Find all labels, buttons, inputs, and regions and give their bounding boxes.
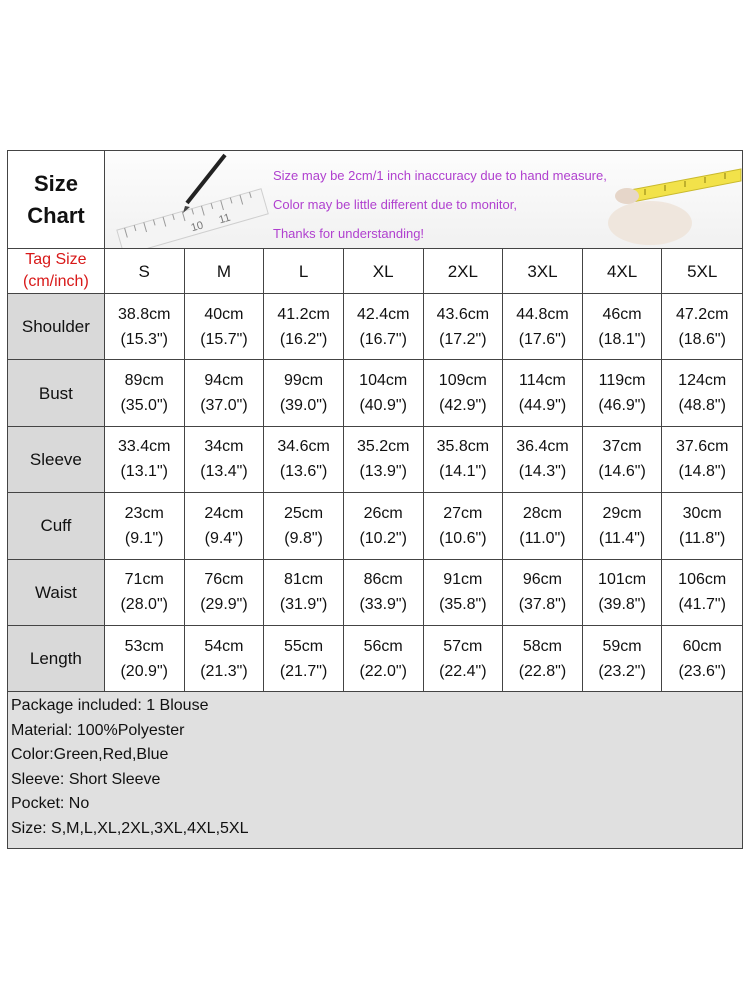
row-label: Length [8,626,105,692]
measurement-cell [344,493,424,559]
inch-value: (9.4") [204,529,244,547]
cm-value: 41.2cm [277,305,330,323]
cm-value: 23cm [124,504,164,522]
measurement-banner [105,151,742,249]
row-label: Sleeve [8,427,105,493]
size-header-cell: 4XL [583,249,663,294]
measurement-cell [105,360,185,426]
info-pocket: Pocket: No [11,795,90,812]
inch-value: (35.0") [120,397,168,415]
inch-value: (22.4") [439,662,487,680]
cm-value: 59cm [602,637,642,655]
measurement-cell [264,294,344,360]
size-header-row [8,249,742,294]
cm-value: 99cm [284,372,324,390]
measurement-cell [105,626,185,692]
measurement-cell [503,493,583,559]
inch-value: (16.7") [359,330,407,348]
inch-value: (39.0") [279,397,328,415]
size-header-cell: 2XL [424,249,504,294]
measurement-row [8,360,742,426]
cm-value: 28cm [522,504,562,522]
cm-value: 44.8cm [516,305,569,323]
ruler-number-11: 11 [217,211,232,227]
cm-value: 42.4cm [356,305,410,323]
inch-value: (9.1") [124,529,164,547]
measurement-cell [424,360,504,426]
measurement-cell [503,294,583,360]
inch-value: (29.9") [200,596,248,614]
measurement-cell [105,427,185,493]
inch-value: (28.0") [120,596,168,614]
measurement-cell [662,493,742,559]
cm-value: 71cm [124,571,164,589]
cm-value: 124cm [678,372,727,390]
cm-value: 91cm [443,571,483,589]
info-package: Package included: 1 Blouse [11,697,209,714]
inch-value: (16.2") [279,330,328,348]
cm-value: 57cm [443,637,483,655]
cm-value: 46cm [602,305,642,323]
inch-value: (9.8") [284,529,323,547]
inch-value: (37.0") [200,397,248,415]
info-sleeve: Sleeve: Short Sleeve [11,770,161,788]
measurement-cell [185,427,265,493]
cm-value: 43.6cm [436,305,490,323]
inch-value: (13.9") [359,463,407,481]
measurement-cell [105,560,185,626]
cm-value: 81cm [284,571,324,589]
inch-value: (20.9") [120,662,168,680]
title-line-1: Size [33,170,79,196]
measurement-cell [583,360,663,426]
tag-size-line-2: (cm/inch) [23,273,89,290]
row-label: Shoulder [8,294,105,360]
measurement-cell [344,427,424,493]
inch-value: (23.2") [598,662,646,680]
measurement-cell [662,560,742,626]
size-chart-table [7,150,743,849]
inch-value: (21.3") [200,662,248,680]
header-row [8,151,742,249]
info-material: Material: 100%Polyester [11,721,185,739]
inch-value: (14.6") [598,463,646,481]
cm-value: 33.4cm [117,438,171,456]
measurement-row [8,294,742,360]
inch-value: (31.9") [279,596,328,614]
measurement-cell [662,626,742,692]
measurement-cell [583,427,663,493]
measurement-cell [503,360,583,426]
info-color: Color:Green,Red,Blue [11,746,169,763]
cm-value: 56cm [363,637,403,655]
inch-value: (39.8") [598,596,646,614]
inch-value: (11.0") [519,529,566,547]
tape-measure-icon [608,169,741,245]
inch-value: (42.9") [439,397,487,415]
info-size: Size: S,M,L,XL,2XL,3XL,4XL,5XL [11,819,249,837]
measurement-cell [344,560,424,626]
cm-value: 60cm [682,637,722,655]
cm-value: 119cm [598,372,646,390]
measurement-cell [185,493,265,559]
inch-value: (14.3") [518,463,567,481]
product-info [8,692,742,848]
inch-value: (21.7") [279,662,328,680]
row-label: Cuff [8,493,105,559]
inch-value: (11.4") [598,529,646,547]
cm-value: 96cm [522,571,562,589]
size-header-cell: 3XL [503,249,583,294]
note-thanks: Thanks for understanding! [273,226,425,241]
cm-value: 54cm [204,637,244,655]
cm-value: 76cm [204,571,244,589]
measurement-cell [424,560,504,626]
measurement-cell [105,493,185,559]
measurement-cell [583,493,663,559]
size-chart-title [8,151,105,249]
inch-value: (23.6") [678,662,726,680]
cm-value: 37cm [602,438,642,456]
cm-value: 27cm [443,504,483,522]
cm-value: 101cm [598,571,647,589]
cm-value: 24cm [204,504,244,522]
measurement-cell [662,427,742,493]
cm-value: 47.2cm [675,305,729,323]
inch-value: (35.8") [439,596,487,614]
measurement-cell [583,626,663,692]
inch-value: (40.9") [359,397,407,415]
cm-value: 94cm [204,372,244,390]
inch-value: (22.8") [518,662,567,680]
cm-value: 30cm [682,504,722,522]
tag-size-label [8,249,105,294]
row-label: Bust [8,360,105,426]
cm-value: 89cm [124,372,164,390]
measurement-cell [424,493,504,559]
cm-value: 37.6cm [675,438,729,456]
inch-value: (15.3") [120,330,168,348]
size-header-cell: L [264,249,344,294]
measurement-cell [264,360,344,426]
inch-value: (17.6") [518,330,567,348]
inch-value: (13.1") [120,463,168,481]
note-color-difference: Color may be little different due to monitor, [273,197,517,212]
inch-value: (17.2") [439,330,487,348]
measurement-cell [583,294,663,360]
cm-value: 109cm [438,372,487,390]
cm-value: 25cm [284,504,324,522]
measurement-cell [344,294,424,360]
cm-value: 35.2cm [356,438,410,456]
cm-value: 26cm [363,504,403,522]
inch-value: (37.8") [518,596,567,614]
measurement-cell [344,626,424,692]
measurement-cell [583,560,663,626]
inch-value: (14.8") [678,463,726,481]
size-header-cell: 5XL [662,249,742,294]
cm-value: 53cm [124,637,164,655]
inch-value: (13.6") [279,463,328,481]
cm-value: 86cm [363,571,403,589]
measurement-cell [185,294,265,360]
measurement-cell [662,294,742,360]
inch-value: (14.1") [439,463,487,481]
cm-value: 36.4cm [516,438,569,456]
title-line-2: Chart [27,202,85,228]
cm-value: 34.6cm [277,438,330,456]
inch-value: (48.8") [678,397,726,415]
measurement-cell [185,360,265,426]
measurement-cell [424,626,504,692]
measurement-row [8,493,742,559]
inch-value: (10.6") [439,529,487,547]
cm-value: 40cm [204,305,244,323]
measurement-cell [264,626,344,692]
tag-size-line-1: Tag Size [25,251,87,268]
measurement-row [8,626,742,692]
measurement-cell [185,560,265,626]
row-label: Waist [8,560,105,626]
ruler-number-10: 10 [189,219,205,235]
measurement-row [8,560,742,626]
measurement-cell [264,493,344,559]
measurement-cell [503,626,583,692]
cm-value: 35.8cm [436,438,490,456]
cm-value: 58cm [522,637,562,655]
measurement-cell [662,360,742,426]
inch-value: (13.4") [200,463,248,481]
inch-value: (18.1") [598,330,646,348]
measurement-cell [264,427,344,493]
inch-value: (18.6") [678,330,726,348]
inch-value: (41.7") [678,596,726,614]
cm-value: 38.8cm [117,305,171,323]
note-measure-inaccuracy: Size may be 2cm/1 inch inaccuracy due to hand measure, [273,168,607,183]
measurement-cell [344,360,424,426]
inch-value: (46.9") [598,397,646,415]
measurement-cell [105,294,185,360]
cm-value: 114cm [519,372,566,390]
cm-value: 34cm [204,438,244,456]
measurement-cell [424,427,504,493]
measurement-cell [185,626,265,692]
measurement-cell [424,294,504,360]
size-header-cell: S [105,249,185,294]
measurement-cell [264,560,344,626]
inch-value: (44.9") [518,397,567,415]
measurement-cell [503,560,583,626]
cm-value: 55cm [284,637,324,655]
measurement-cell [503,427,583,493]
inch-value: (11.8") [679,529,726,547]
size-header-cell: M [185,249,265,294]
inch-value: (10.2") [359,529,407,547]
cm-value: 104cm [359,372,408,390]
size-header-cell: XL [344,249,424,294]
inch-value: (22.0") [359,662,407,680]
measurement-row [8,427,742,493]
inch-value: (15.7") [200,330,248,348]
cm-value: 29cm [602,504,642,522]
inch-value: (33.9") [359,596,407,614]
cm-value: 106cm [678,571,727,589]
